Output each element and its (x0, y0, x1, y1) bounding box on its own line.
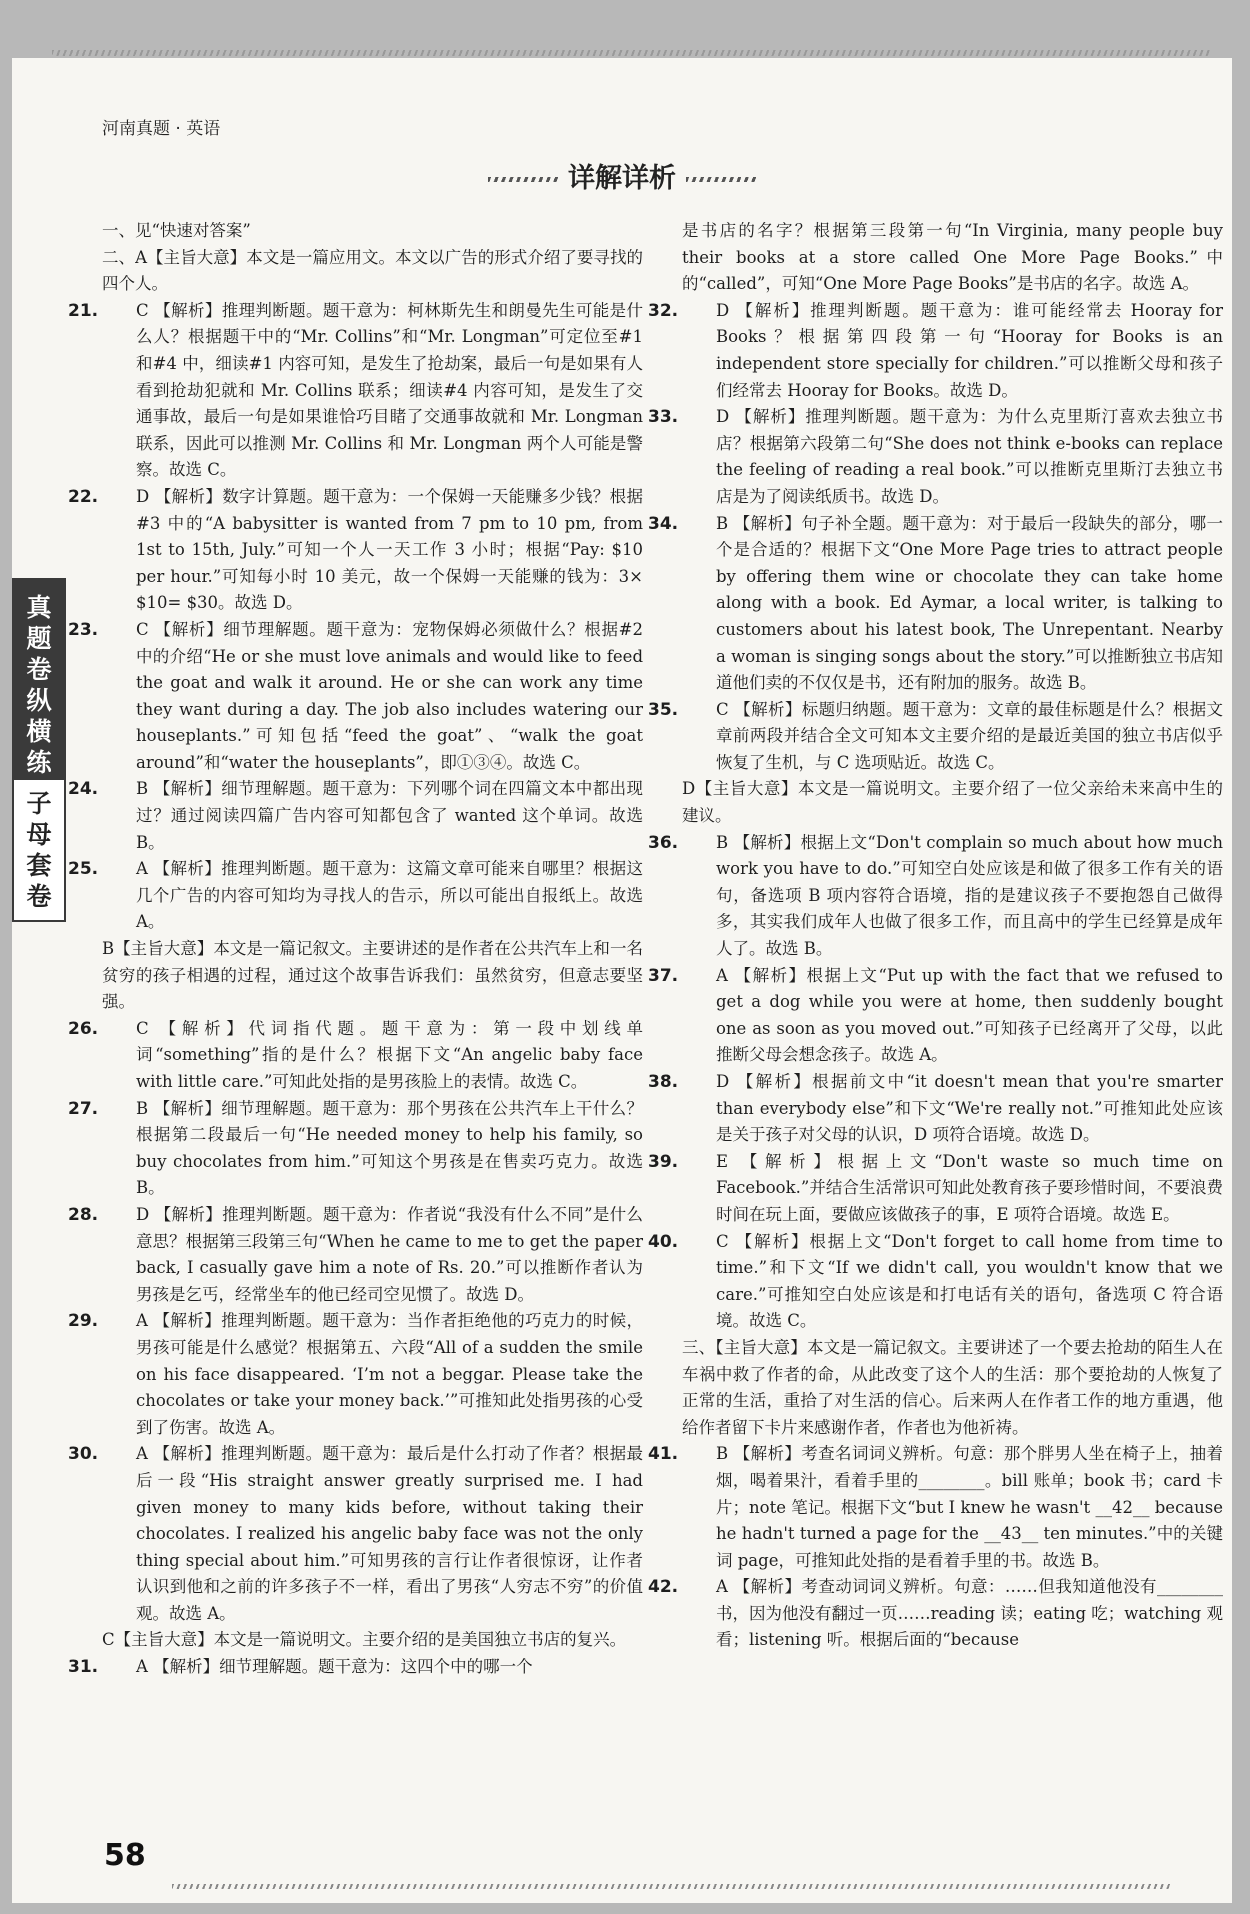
question-number: 33. (648, 407, 679, 428)
answer-paragraph (102, 1627, 643, 1654)
question-number: 41. (648, 1444, 679, 1465)
answer-text: C 【解析】推理判断题。题干意为：柯林斯先生和朗曼先生可能是什么人？根据题干中的“Mr. Collins”和“Mr. Longman”可定位至#1 和#4 中，细读#1 内容可知，是发生了抢劫案，最后一句是如果有人看到抢劫犯就和 Mr. Collins 联系；细读#4 内容可知，是发生了交通事故，最后一句是如果谁恰巧目睹了交通事故就和 Mr. Longman 联系，因此可以推测 Mr. Collins 和 Mr. Longman 两个人可能是警察。故选 C。 (136, 300, 643, 480)
answer-text: A 【解析】根据上文“Put up with the fact that we refused to get a dog while you were at home, then suddenly bought one as soon as you moved out.”可知孩子已经离开了父母，以此推断父母会想念孩子。故选 A。 (716, 965, 1223, 1065)
left-column (68, 218, 643, 1681)
answer-paragraph (648, 697, 1223, 777)
answer-paragraph (648, 1149, 1223, 1229)
page-number: 58 (104, 1838, 146, 1873)
question-number: 21. (68, 300, 99, 321)
answer-text: 是书店的名字？根据第三段第一句“In Virginia, many people buy their books at a store called One More Page Books.”中的“called”，可知“One More Page Books”是书店的名字。故选 A。 (682, 221, 1223, 294)
answer-paragraph (682, 1335, 1223, 1441)
answer-text: B 【解析】考查名词词义辨析。句意：那个胖男人坐在椅子上，抽着烟，喝着果汁，看着手里的________。bill 账单；book 书；card 卡片；note 笔记。根据下文“but I knew he wasn't __42__ because he hadn't turned a page for the __43__ ten minutes.”中的关键词 page，可推知此处指的是看着手里的书。故选 B。 (716, 1444, 1223, 1570)
answer-text: C 【解析】代词指代题。题干意为：第一段中划线单词“something”指的是什么？根据下文“An angelic baby face with little care.”可知此处指的是男孩脸上的表情。故选 C。 (136, 1018, 643, 1091)
question-number: 35. (648, 699, 679, 720)
answer-text: C 【解析】细节理解题。题干意为：宠物保姆必须做什么？根据#2 中的介绍“He or she must love animals and would like to feed the goat and walk it around. He or she can work any time they want during a day. The job also includes watering our houseplants.”可知包括“feed the goat”、“walk the goat around”和“water the houseplants”，即①③④。故选 C。 (136, 619, 643, 772)
answer-text: C 【解析】标题归纳题。题干意为：文章的最佳标题是什么？根据文章前两段并结合全文可知本文主要介绍的是最近美国的独立书店似乎恢复了生机，与 C 选项贴近。故选 C。 (716, 699, 1223, 772)
question-number: 30. (68, 1444, 99, 1465)
question-number: 27. (68, 1098, 99, 1119)
question-number: 40. (648, 1231, 679, 1252)
answer-text: E 【解析】根据上文“Don't waste so much time on Facebook.”并结合生活常识可知此处教育孩子要珍惜时间，不要浪费时间在玩上面，要做应该做孩子的事，E 项符合语境。故选 E。 (716, 1151, 1223, 1224)
answer-text: A 【解析】推理判断题。题干意为：这篇文章可能来自哪里？根据这几个广告的内容可知均为寻找人的告示，所以可能出自报纸上。故选 A。 (136, 859, 643, 932)
question-number: 32. (648, 300, 679, 321)
answer-paragraph (68, 617, 643, 777)
answer-paragraph (68, 298, 643, 484)
answer-text: A 【解析】推理判断题。题干意为：当作者拒绝他的巧克力的时候，男孩可能是什么感觉？根据第五、六段“All of a sudden the smile on his face disappeared. ‘I’m not a beggar. Please take the chocolates or take your money back.’”可推知此处指男孩的心受到了伤害。故选 A。 (136, 1311, 643, 1437)
answer-paragraph (68, 1096, 643, 1202)
answer-text: D【主旨大意】本文是一篇说明文。主要介绍了一位父亲给未来高中生的建议。 (682, 779, 1223, 826)
question-number: 29. (68, 1311, 99, 1332)
bottom-decoration (172, 1884, 1172, 1889)
answer-text: D 【解析】推理判断题。题干意为：为什么克里斯汀喜欢去独立书店？根据第六段第二句“She does not think e-books can replace the feeling of reading a real book.”可以推断克里斯汀去独立书店是为了阅读纸质书。故选 D。 (716, 407, 1223, 506)
answer-text: D 【解析】推理判断题。题干意为：作者说“我没有什么不同”是什么意思？根据第三段第三句“When he came to me to get the paper back, I casually gave him a note of Rs. 20.”可以推断作者认为男孩是乞丐，经常坐车的他已经司空见惯了。故选 D。 (136, 1204, 643, 1304)
title-decoration-right (686, 177, 756, 182)
answer-paragraph (648, 1441, 1223, 1574)
top-decoration (52, 50, 1212, 56)
answer-text: B 【解析】根据上文“Don't complain so much about how much work you have to do.”可知空白处应该是和做了很多工作有关的语句，备选项 B 项内容符合语境，指的是建议孩子不要抱怨自己做得多，其实我们成年人也做了很多工作，而且高中的学生已经算是成年人了。故选 B。 (716, 832, 1223, 959)
section-title-wrap (12, 156, 1232, 195)
question-number: 26. (68, 1018, 99, 1039)
answer-paragraph (102, 245, 643, 298)
question-number: 39. (648, 1151, 679, 1172)
answer-text: A 【解析】细节理解题。题干意为：这四个中的哪一个 (136, 1657, 533, 1677)
answer-paragraph (68, 1654, 643, 1681)
page (12, 58, 1232, 1903)
question-number: 34. (648, 513, 679, 534)
answer-paragraph (682, 776, 1223, 829)
question-number: 22. (68, 486, 99, 507)
answer-text: B 【解析】句子补全题。题干意为：对于最后一段缺失的部分，哪一个是合适的？根据下文“One More Page tries to attract people by offering them wine or chocolate they can take home along with a book. Ed Aymar, a local writer, is talking to customers about his latest book, The Unrepentant. Nearby a woman is singing songs about the story.”可以推断独立书店知道他们卖的不仅仅是书，还有附加的服务。故选 B。 (716, 513, 1223, 693)
answer-text: D 【解析】推理判断题。题干意为：谁可能经常去 Hooray for Books？根据第四段第一句“Hooray for Books is an independent store specially for children.”可以推断父母和孩子们经常去 Hooray for Books。故选 D。 (716, 300, 1223, 400)
answer-paragraph (648, 963, 1223, 1069)
answer-paragraph (648, 298, 1223, 404)
side-tab-label: 真题卷纵横练 (26, 593, 52, 777)
side-tab (12, 578, 66, 792)
answer-paragraph (68, 1441, 643, 1627)
answer-paragraph (648, 404, 1223, 510)
answer-paragraph (68, 776, 643, 856)
question-number: 36. (648, 832, 679, 853)
answer-paragraph (102, 936, 643, 1016)
answer-text: A 【解析】推理判断题。题干意为：最后是什么打动了作者？根据最后一段“His straight answer greatly surprised me. I had given money to many kids before, without taking their chocolates. I realized his angelic baby face was not the only thing special about him.”可知男孩的言行让作者很惊讶，让作者认识到他和之前的许多孩子不一样，看出了男孩“人穷志不穷”的价值观。故选 A。 (136, 1444, 643, 1623)
answer-paragraph (648, 511, 1223, 697)
answer-text: C【主旨大意】本文是一篇说明文。主要介绍的是美国独立书店的复兴。 (102, 1630, 627, 1650)
title-decoration-left (488, 177, 558, 182)
answer-paragraph (68, 1202, 643, 1308)
answer-text: 一、见“快速对答案” (102, 221, 251, 240)
question-number: 24. (68, 779, 99, 800)
question-number: 38. (648, 1072, 679, 1092)
answer-paragraph (648, 830, 1223, 963)
answer-text: B 【解析】细节理解题。题干意为：下列哪个词在四篇文本中都出现过？通过阅读四篇广告内容可知都包含了 wanted 这个单词。故选 B。 (136, 779, 643, 852)
answer-text: D 【解析】根据前文中“it doesn't mean that you're smarter than everybody else”和下文“We're really not.”可推知此处应该是关于孩子对父母的认识，D 项符合语境。故选 D。 (716, 1072, 1223, 1145)
answer-paragraph (68, 1308, 643, 1441)
answer-text: D 【解析】数字计算题。题干意为：一个保姆一天能赚多少钱？根据#3 中的“A babysitter is wanted from 7 pm to 10 pm, from 1st to 15th, July.”可知一个人一天工作 3 小时；根据“Pay: $10 per hour.”可知每小时 10 美元，故一个保姆一天能赚的钱为：3× $10= $30。故选 D。 (136, 486, 643, 613)
question-number: 23. (68, 619, 99, 640)
question-number: 37. (648, 965, 679, 986)
running-head: 河南真题 · 英语 (102, 119, 221, 139)
question-number: 25. (68, 859, 99, 880)
answer-text: B 【解析】细节理解题。题干意为：那个男孩在公共汽车上干什么？根据第二段最后一句“He needed money to help his family, so buy chocolates from him.”可知这个男孩是在售卖巧克力。故选 B。 (136, 1098, 643, 1198)
answer-text: 二、A【主旨大意】本文是一篇应用文。本文以广告的形式介绍了要寻找的四个人。 (102, 247, 643, 294)
answer-text: 三、【主旨大意】本文是一篇记叙文。主要讲述了一个要去抢劫的陌生人在车祸中救了作者的命，从此改变了这个人的生活：那个要抢劫的人恢复了正常的生活，重拾了对生活的信心。后来两人在作者工作的地方重遇，他给作者留下卡片来感谢作者，作者也为他祈祷。 (682, 1337, 1223, 1437)
answer-text: A 【解析】考查动词词义辨析。句意：……但我知道他没有________书，因为他没有翻过一页……reading 读；eating 吃；watching 观看；listening 听。根据后面的“because (716, 1577, 1223, 1650)
answer-paragraph (102, 218, 643, 245)
answer-paragraph (648, 1229, 1223, 1335)
answer-paragraph (68, 856, 643, 936)
question-number: 42. (648, 1577, 679, 1598)
answer-paragraph (682, 218, 1223, 298)
side-tab-secondary (12, 778, 66, 922)
side-tab-secondary-label: 子母套卷 (26, 789, 52, 911)
answer-text: B【主旨大意】本文是一篇记叙文。主要讲述的是作者在公共汽车上和一名贫穷的孩子相遇的过程，通过这个故事告诉我们：虽然贫穷，但意志要坚强。 (102, 939, 643, 1012)
section-title: 详解详析 (568, 163, 676, 194)
question-number: 28. (68, 1204, 99, 1225)
right-column (648, 218, 1223, 1654)
question-number: 31. (68, 1657, 99, 1678)
answer-paragraph (68, 1016, 643, 1096)
answer-paragraph (648, 1069, 1223, 1149)
answer-paragraph (648, 1574, 1223, 1654)
answer-text: C 【解析】根据上文“Don't forget to call home from time to time.”和下文“If we didn't call, you wouldn't know that we care.”可推知空白处应该是和打电话有关的语句，备选项 C 符合语境。故选 C。 (716, 1231, 1223, 1331)
answer-paragraph (68, 484, 643, 617)
